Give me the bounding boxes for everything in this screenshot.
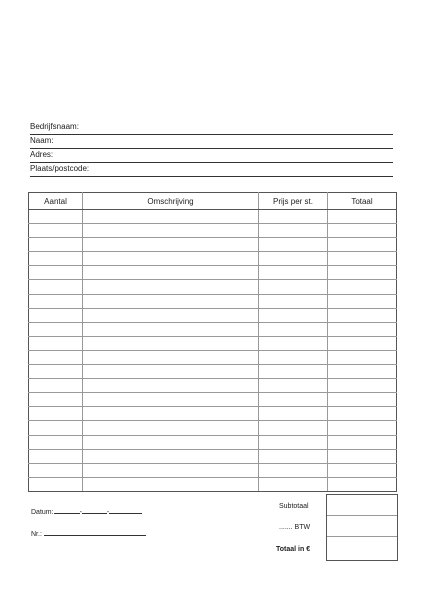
unit-price-cell[interactable] <box>259 322 328 336</box>
table-row <box>29 379 397 393</box>
total-cell[interactable] <box>328 407 397 421</box>
description-cell[interactable] <box>83 365 259 379</box>
table-row <box>29 210 397 224</box>
description-cell[interactable] <box>83 449 259 463</box>
unit-price-cell[interactable] <box>259 280 328 294</box>
description-cell[interactable] <box>83 224 259 238</box>
description-cell[interactable] <box>83 407 259 421</box>
total-cell[interactable] <box>328 379 397 393</box>
table-row <box>29 238 397 252</box>
quantity-cell[interactable] <box>29 266 83 280</box>
quantity-cell[interactable] <box>29 435 83 449</box>
subtotal-label: Subtotaal <box>279 503 309 510</box>
quantity-cell[interactable] <box>29 477 83 491</box>
quantity-cell[interactable] <box>29 252 83 266</box>
total-cell[interactable] <box>328 365 397 379</box>
unit-price-cell[interactable] <box>259 294 328 308</box>
total-cell[interactable] <box>328 322 397 336</box>
description-cell[interactable] <box>83 322 259 336</box>
total-cell[interactable] <box>328 336 397 350</box>
city-postcode-label: Plaats/postcode: <box>30 164 90 173</box>
table-row <box>29 308 397 322</box>
description-cell[interactable] <box>83 210 259 224</box>
date-day-line <box>54 506 80 514</box>
total-cell[interactable] <box>328 308 397 322</box>
total-label: Totaal in € <box>276 546 311 553</box>
unit-price-cell[interactable] <box>259 224 328 238</box>
company-name-field[interactable] <box>30 121 393 135</box>
total-cell[interactable] <box>328 463 397 477</box>
description-cell[interactable] <box>83 435 259 449</box>
quantity-cell[interactable] <box>29 407 83 421</box>
unit-price-cell[interactable] <box>259 449 328 463</box>
table-row <box>29 365 397 379</box>
table-row <box>29 407 397 421</box>
table-row <box>29 463 397 477</box>
quantity-cell[interactable] <box>29 238 83 252</box>
quantity-cell[interactable] <box>29 336 83 350</box>
date-field[interactable] <box>31 506 142 517</box>
total-cell[interactable] <box>328 252 397 266</box>
number-line <box>44 528 146 536</box>
quantity-cell[interactable] <box>29 379 83 393</box>
description-cell[interactable] <box>83 336 259 350</box>
table-row <box>29 266 397 280</box>
table-row <box>29 224 397 238</box>
date-separator-2: - <box>106 509 110 516</box>
description-cell[interactable] <box>83 308 259 322</box>
quantity-cell[interactable] <box>29 210 83 224</box>
quantity-cell[interactable] <box>29 350 83 364</box>
description-cell[interactable] <box>83 266 259 280</box>
unit-price-cell[interactable] <box>259 379 328 393</box>
totals-box <box>326 494 398 561</box>
unit-price-cell[interactable] <box>259 350 328 364</box>
total-cell[interactable] <box>328 435 397 449</box>
quantity-cell[interactable] <box>29 308 83 322</box>
unit-price-cell[interactable] <box>259 477 328 491</box>
address-field[interactable] <box>30 149 393 163</box>
header-description: Omschrijving <box>83 193 259 210</box>
total-cell[interactable] <box>328 238 397 252</box>
number-field[interactable] <box>31 528 146 539</box>
unit-price-cell[interactable] <box>259 210 328 224</box>
vat-value-cell[interactable] <box>327 516 397 537</box>
date-year-line <box>106 506 142 516</box>
date-month-line <box>79 506 110 516</box>
name-label: Naam: <box>30 136 54 145</box>
table-row <box>29 336 397 350</box>
table-header-row <box>29 193 397 210</box>
table-row <box>29 350 397 364</box>
quantity-cell[interactable] <box>29 280 83 294</box>
description-cell[interactable] <box>83 252 259 266</box>
total-cell[interactable] <box>328 266 397 280</box>
total-cell[interactable] <box>328 393 397 407</box>
unit-price-cell[interactable] <box>259 308 328 322</box>
quantity-cell[interactable] <box>29 365 83 379</box>
unit-price-cell[interactable] <box>259 252 328 266</box>
table-row <box>29 477 397 491</box>
name-field[interactable] <box>30 135 393 149</box>
unit-price-cell[interactable] <box>259 407 328 421</box>
quantity-cell[interactable] <box>29 449 83 463</box>
unit-price-cell[interactable] <box>259 421 328 435</box>
description-cell[interactable] <box>83 463 259 477</box>
items-table-body <box>29 210 397 492</box>
total-cell[interactable] <box>328 294 397 308</box>
table-row <box>29 322 397 336</box>
number-label: Nr.: <box>31 531 42 538</box>
total-cell[interactable] <box>328 224 397 238</box>
header-total: Totaal <box>328 193 397 210</box>
description-cell[interactable] <box>83 280 259 294</box>
unit-price-cell[interactable] <box>259 365 328 379</box>
description-cell[interactable] <box>83 477 259 491</box>
table-row <box>29 449 397 463</box>
quantity-cell[interactable] <box>29 421 83 435</box>
total-cell[interactable] <box>328 449 397 463</box>
date-separator-1: - <box>79 509 82 516</box>
unit-price-cell[interactable] <box>259 393 328 407</box>
unit-price-cell[interactable] <box>259 238 328 252</box>
unit-price-cell[interactable] <box>259 463 328 477</box>
quantity-cell[interactable] <box>29 224 83 238</box>
city-postcode-field[interactable] <box>30 163 393 177</box>
quantity-cell[interactable] <box>29 393 83 407</box>
description-cell[interactable] <box>83 379 259 393</box>
table-row <box>29 280 397 294</box>
description-cell[interactable] <box>83 421 259 435</box>
table-row <box>29 252 397 266</box>
description-cell[interactable] <box>83 238 259 252</box>
description-cell[interactable] <box>83 294 259 308</box>
total-cell[interactable] <box>328 280 397 294</box>
company-name-label: Bedrijfsnaam: <box>30 122 79 131</box>
unit-price-cell[interactable] <box>259 336 328 350</box>
quantity-cell[interactable] <box>29 294 83 308</box>
unit-price-cell[interactable] <box>259 435 328 449</box>
subtotal-value-cell[interactable] <box>327 495 397 516</box>
items-table <box>28 192 397 492</box>
unit-price-cell[interactable] <box>259 266 328 280</box>
header-quantity: Aantal <box>29 193 83 210</box>
date-label: Datum: <box>31 509 54 516</box>
description-cell[interactable] <box>83 350 259 364</box>
total-cell[interactable] <box>328 421 397 435</box>
total-value-cell[interactable] <box>327 537 397 558</box>
table-row <box>29 421 397 435</box>
table-row <box>29 294 397 308</box>
table-row <box>29 435 397 449</box>
header-unit-price: Prijs per st. <box>259 193 328 210</box>
total-cell[interactable] <box>328 350 397 364</box>
total-cell[interactable] <box>328 210 397 224</box>
quantity-cell[interactable] <box>29 463 83 477</box>
address-label: Adres: <box>30 150 54 159</box>
total-cell[interactable] <box>328 477 397 491</box>
table-row <box>29 393 397 407</box>
vat-label: ....... BTW <box>279 524 311 531</box>
quantity-cell[interactable] <box>29 322 83 336</box>
description-cell[interactable] <box>83 393 259 407</box>
